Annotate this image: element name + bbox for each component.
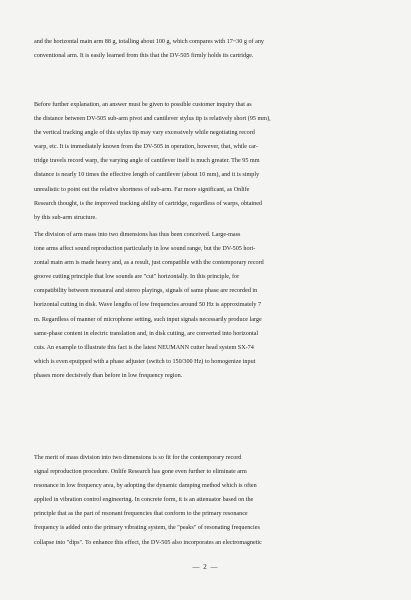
text-line: principle that as the part of resonant frequencies that conform to the primary resonance xyxy=(34,511,248,518)
paragraph-3 xyxy=(34,228,382,383)
paragraph-1 xyxy=(34,35,382,63)
text-line: conventional arm. It is easily learned from this that the DV-505 firmly holds its cartridge. xyxy=(34,53,254,60)
text-line: applied in vibration control engineering. In concrete form, it is an attenuator based on the xyxy=(34,497,254,504)
text-line: the distance between DV-505 sub-arm pivot and cantilever stylus tip is relatively short (95 mm), xyxy=(34,116,271,123)
text-line: unrealistic to point out the relative shortness of sub-arm. Far more significant, as Onlife xyxy=(34,186,250,193)
text-line: by this sub-arm structure. xyxy=(34,214,97,221)
text-line: Before further explanation, an answer must be given to possible customer inquiry that as xyxy=(34,102,252,108)
text-line: tridge travels record warp, the varying angle of cantilever itself is much greater. The 95 mm xyxy=(34,158,260,165)
text-line: the vertical tracking angle of this stylus tip may vary excessively while negotiating record xyxy=(34,130,255,137)
paragraph-2 xyxy=(34,98,382,225)
text-line: tone arms affect sound reproduction particularly in low sound range, but the DV-505 hori- xyxy=(34,246,256,253)
text-line: warp, etc. It is immediately known from the DV-505 in operation, however, that, while car- xyxy=(34,144,258,151)
text-line: resonance in low frequency area, by adopting the dynamic damping method which is often xyxy=(34,483,257,490)
text-line: cuts. An example to illustrate this fact is the latest NEUMANN cutter head system SX-74 xyxy=(34,344,254,351)
text-line: The division of arm mass into two dimensions has thus been conceived. Large-mass xyxy=(34,232,241,238)
page-number: — 2 — xyxy=(192,563,219,571)
text-line: groove cutting principle that low sounds are "cut" horizontally. In this principle, for xyxy=(34,274,240,281)
text-line: Research thought, is the improved tracking ability of cartridge, regardless of warps, obtained xyxy=(34,200,262,207)
text-line: zontal main arm is made heavy and, as a result, just compatible with the contemporary record xyxy=(34,260,264,267)
text-line: frequency is added onto the primary vibrating system, the "peaks" of resonating frequencies xyxy=(34,525,260,532)
text-line: distance is nearly 10 times the effective length of cantilever (about 10 mm), and it is simply xyxy=(34,172,260,179)
text-line: signal reproduction procedure. Onlife Research has gone even further to eliminate arm xyxy=(34,469,247,476)
text-line: horizontal cutting in disk. Wave lengths of low frequencies around 50 Hz is approximately 7 xyxy=(34,302,262,309)
text-line: which is even epuipped with a phase adjuster (switch to 150/300 Hz) to homogenize input xyxy=(34,358,256,365)
paragraph-4 xyxy=(34,451,382,550)
text-line: phases more decisively than before in low frequency region. xyxy=(34,372,183,379)
text-line: m. Regardless of manner of microphone setting, such input signals necessarily produce large xyxy=(34,316,262,323)
text-line: same-phase content in electric translation and, in disk cutting, are converted into horizontal xyxy=(34,330,259,337)
text-line: and the horizontal main arm 88 g, totalling about 100 g, which compares with 17~30 g of any xyxy=(34,39,264,45)
text-line: compatibility between monaural and stereo playings, signals of same phase are recorded in xyxy=(34,288,258,295)
text-line: collapse into "dips". To enhance this effect, the DV-505 also incorporates an electromagnetic xyxy=(34,539,262,546)
text-line: The merit of mass division into two dimensions is so fit for the contemporary record xyxy=(34,455,242,461)
